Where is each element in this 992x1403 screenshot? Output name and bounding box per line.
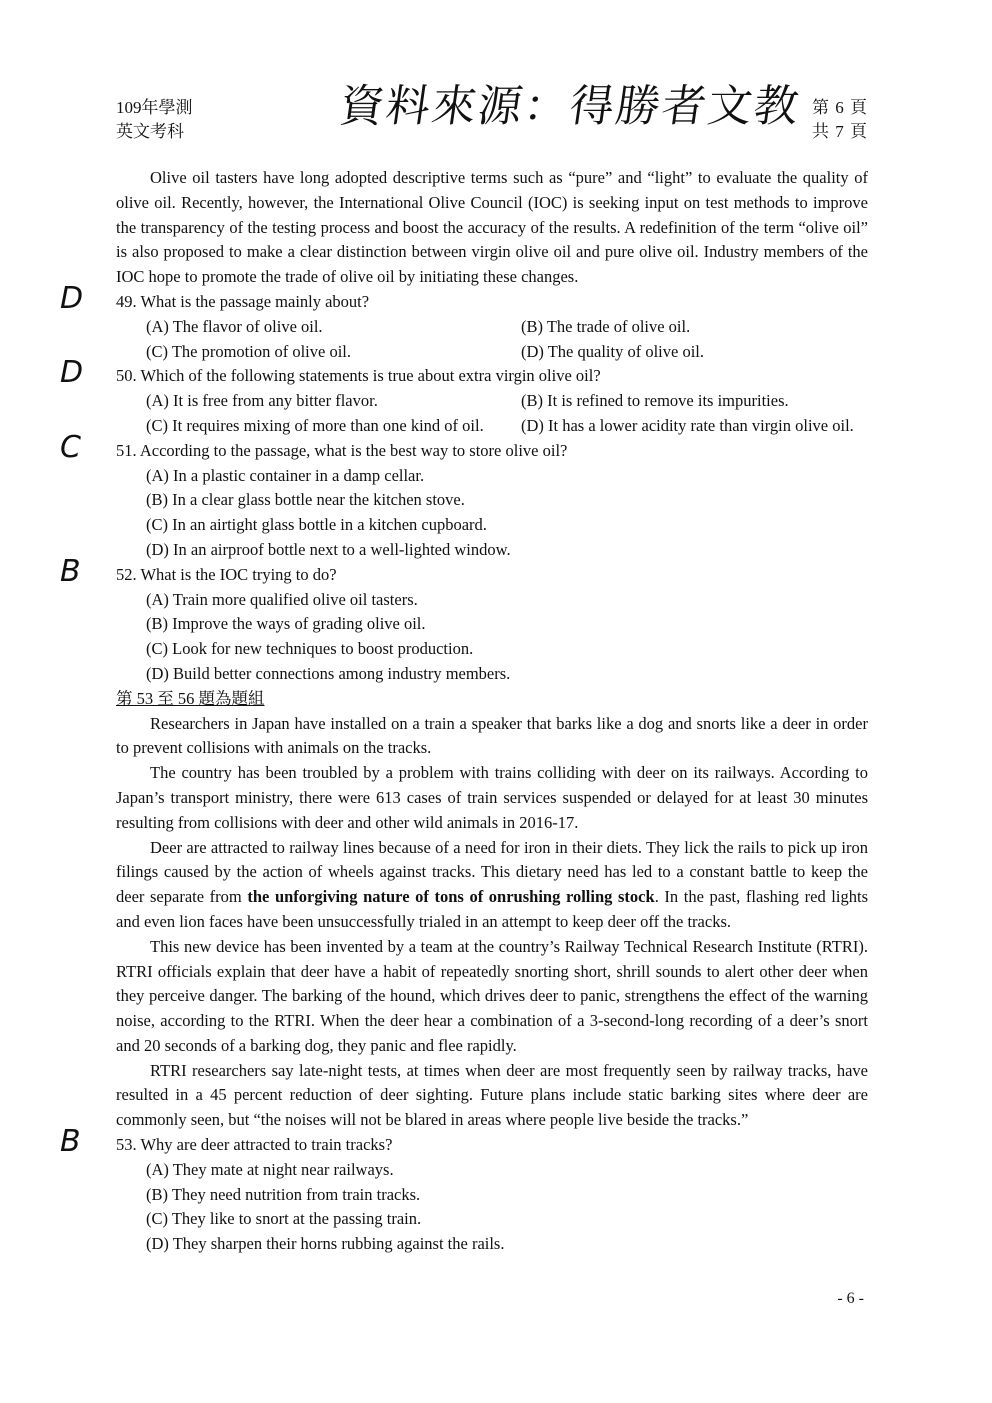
option-c: (C) Look for new techniques to boost production. (146, 639, 474, 659)
passage-deer-p5: RTRI researchers say late-night tests, at times when deer are most frequently seen by railway tracks, have resulted in a 45 percent reduction of deer sighting. Future plans include static barking sites where deer are commonly seen, but “the noises will not be blared in areas where people live beside the tracks.” (116, 1060, 868, 1130)
handwritten-answer-mark: D (60, 280, 84, 316)
option-b: (B) It is refined to remove its impurities. (521, 391, 789, 411)
options-list (116, 464, 868, 563)
handwritten-answer-mark: B (60, 1124, 81, 1160)
passage-deer-p2: The country has been troubled by a problem with trains colliding with deer on its railways. According to Japan’s transport ministry, there were 613 cases of train services suspended or delayed for at least 30 minutes resulting from collisions with deer and other wild animals in 2016-17. (116, 763, 868, 832)
handwritten-answer-mark: B (60, 553, 81, 589)
option-b: (B) Improve the ways of grading olive oil. (146, 614, 426, 634)
passage-deer-p3 (116, 836, 868, 935)
question-53 (60, 1124, 868, 1257)
header-left (116, 96, 193, 144)
option-d: (D) The quality of olive oil. (521, 341, 704, 361)
handwritten-answer-mark: D (60, 355, 84, 391)
page-label: 第 6 頁 (812, 98, 868, 117)
page-number: - 6 - (837, 1290, 864, 1307)
option-d: (D) It has a lower acidity rate than virgin olive oil. (521, 415, 854, 435)
option-a: (A) The flavor of olive oil. (146, 316, 323, 336)
options-list (116, 1158, 868, 1257)
option-a: (A) It is free from any bitter flavor. (146, 391, 378, 411)
handwritten-answer-mark: C (60, 429, 81, 465)
question-49 (60, 280, 868, 364)
option-c: (C) They like to snort at the passing train. (146, 1209, 422, 1229)
page-content (60, 166, 868, 1257)
question-stem: 51. According to the passage, what is the best way to store olive oil? (116, 440, 568, 460)
option-a: (A) Train more qualified olive oil tasters. (146, 589, 418, 609)
option-d: (D) They sharpen their horns rubbing against the rails. (146, 1234, 505, 1254)
question-stem: 50. Which of the following statements is true about extra virgin olive oil? (116, 366, 601, 386)
subject-name: 英文考科 (116, 122, 184, 141)
question-52 (60, 553, 868, 687)
exam-year: 109年學測 (116, 98, 193, 117)
option-b: (B) In a clear glass bottle near the kitchen stove. (146, 490, 465, 510)
passage-deer-p1: Researchers in Japan have installed on a train a speaker that barks like a dog and snorts like a deer in order to prevent collisions with animals on the tracks. (116, 713, 868, 758)
question-51 (60, 429, 868, 563)
option-c: (C) It requires mixing of more than one kind of oil. (146, 415, 484, 435)
option-c: (C) The promotion of olive oil. (146, 341, 352, 361)
question-stem: 52. What is the IOC trying to do? (116, 564, 337, 584)
options-list (116, 588, 868, 687)
total-pages-label: 共 7 頁 (812, 122, 868, 141)
option-a: (A) In a plastic container in a damp cellar. (146, 465, 425, 485)
header-right (812, 96, 868, 144)
options-grid (116, 389, 868, 439)
question-stem: 49. What is the passage mainly about? (116, 291, 370, 311)
option-b: (B) They need nutrition from train tracks. (146, 1184, 421, 1204)
option-b: (B) The trade of olive oil. (521, 316, 691, 336)
passage-deer-p4: This new device has been invented by a team at the country’s Railway Technical Research Institute (RTRI). RTRI officials explain that deer have a habit of repeatedly snorting short, shrill sounds to alert other deer when they perceive danger. The barking of the hound, which drives deer to panic, strengthens the effect of the warning noise, according to the RTRI. When the deer hear a combination of a 3-second-long recording of a deer’s snort and 20 seconds of a barking dog, they panic and flee rapidly. (116, 936, 868, 1055)
handwritten-source-title: 資料來源：得勝者文教 (336, 81, 804, 132)
question-stem: 53. Why are deer attracted to train tracks? (116, 1135, 393, 1155)
option-c: (C) In an airtight glass bottle in a kitchen cupboard. (146, 515, 487, 535)
options-grid (116, 315, 868, 365)
option-a: (A) They mate at night near railways. (146, 1159, 394, 1179)
option-d: (D) Build better connections among industry members. (146, 663, 511, 683)
p3-text-before: Deer are attracted to railway lines because of a need for iron in their diets. They lick the rails to pick up iron filings caused by the action of wheels against tracks. This dietary need has led to a constant battle to keep the deer separate from (116, 837, 868, 907)
option-d: (D) In an airproof bottle next to a well-lighted window. (146, 539, 511, 559)
question-50 (60, 355, 868, 438)
question-group-title: 第 53 至 56 題為題組 (116, 688, 265, 708)
p3-text-after: . In the past, flashing red lights and even lion faces have been unsuccessfully trialed in an attempt to keep deer off the tracks. (116, 887, 868, 931)
p3-bold-phrase: the unforgiving nature of tons of onrushing rolling stock (247, 887, 655, 907)
passage-olive-oil: Olive oil tasters have long adopted descriptive terms such as “pure” and “light” to evaluate the quality of olive oil. Recently, however, the International Olive Council (IOC) is seeking input on test methods to improve the transparency of the testing process and boost the accuracy of the results. A redefinition of the term “olive oil” is also proposed to make a clear distinction between virgin olive oil and pure olive oil. Industry members of the IOC hope to promote the trade of olive oil by initiating these changes. (116, 168, 868, 287)
